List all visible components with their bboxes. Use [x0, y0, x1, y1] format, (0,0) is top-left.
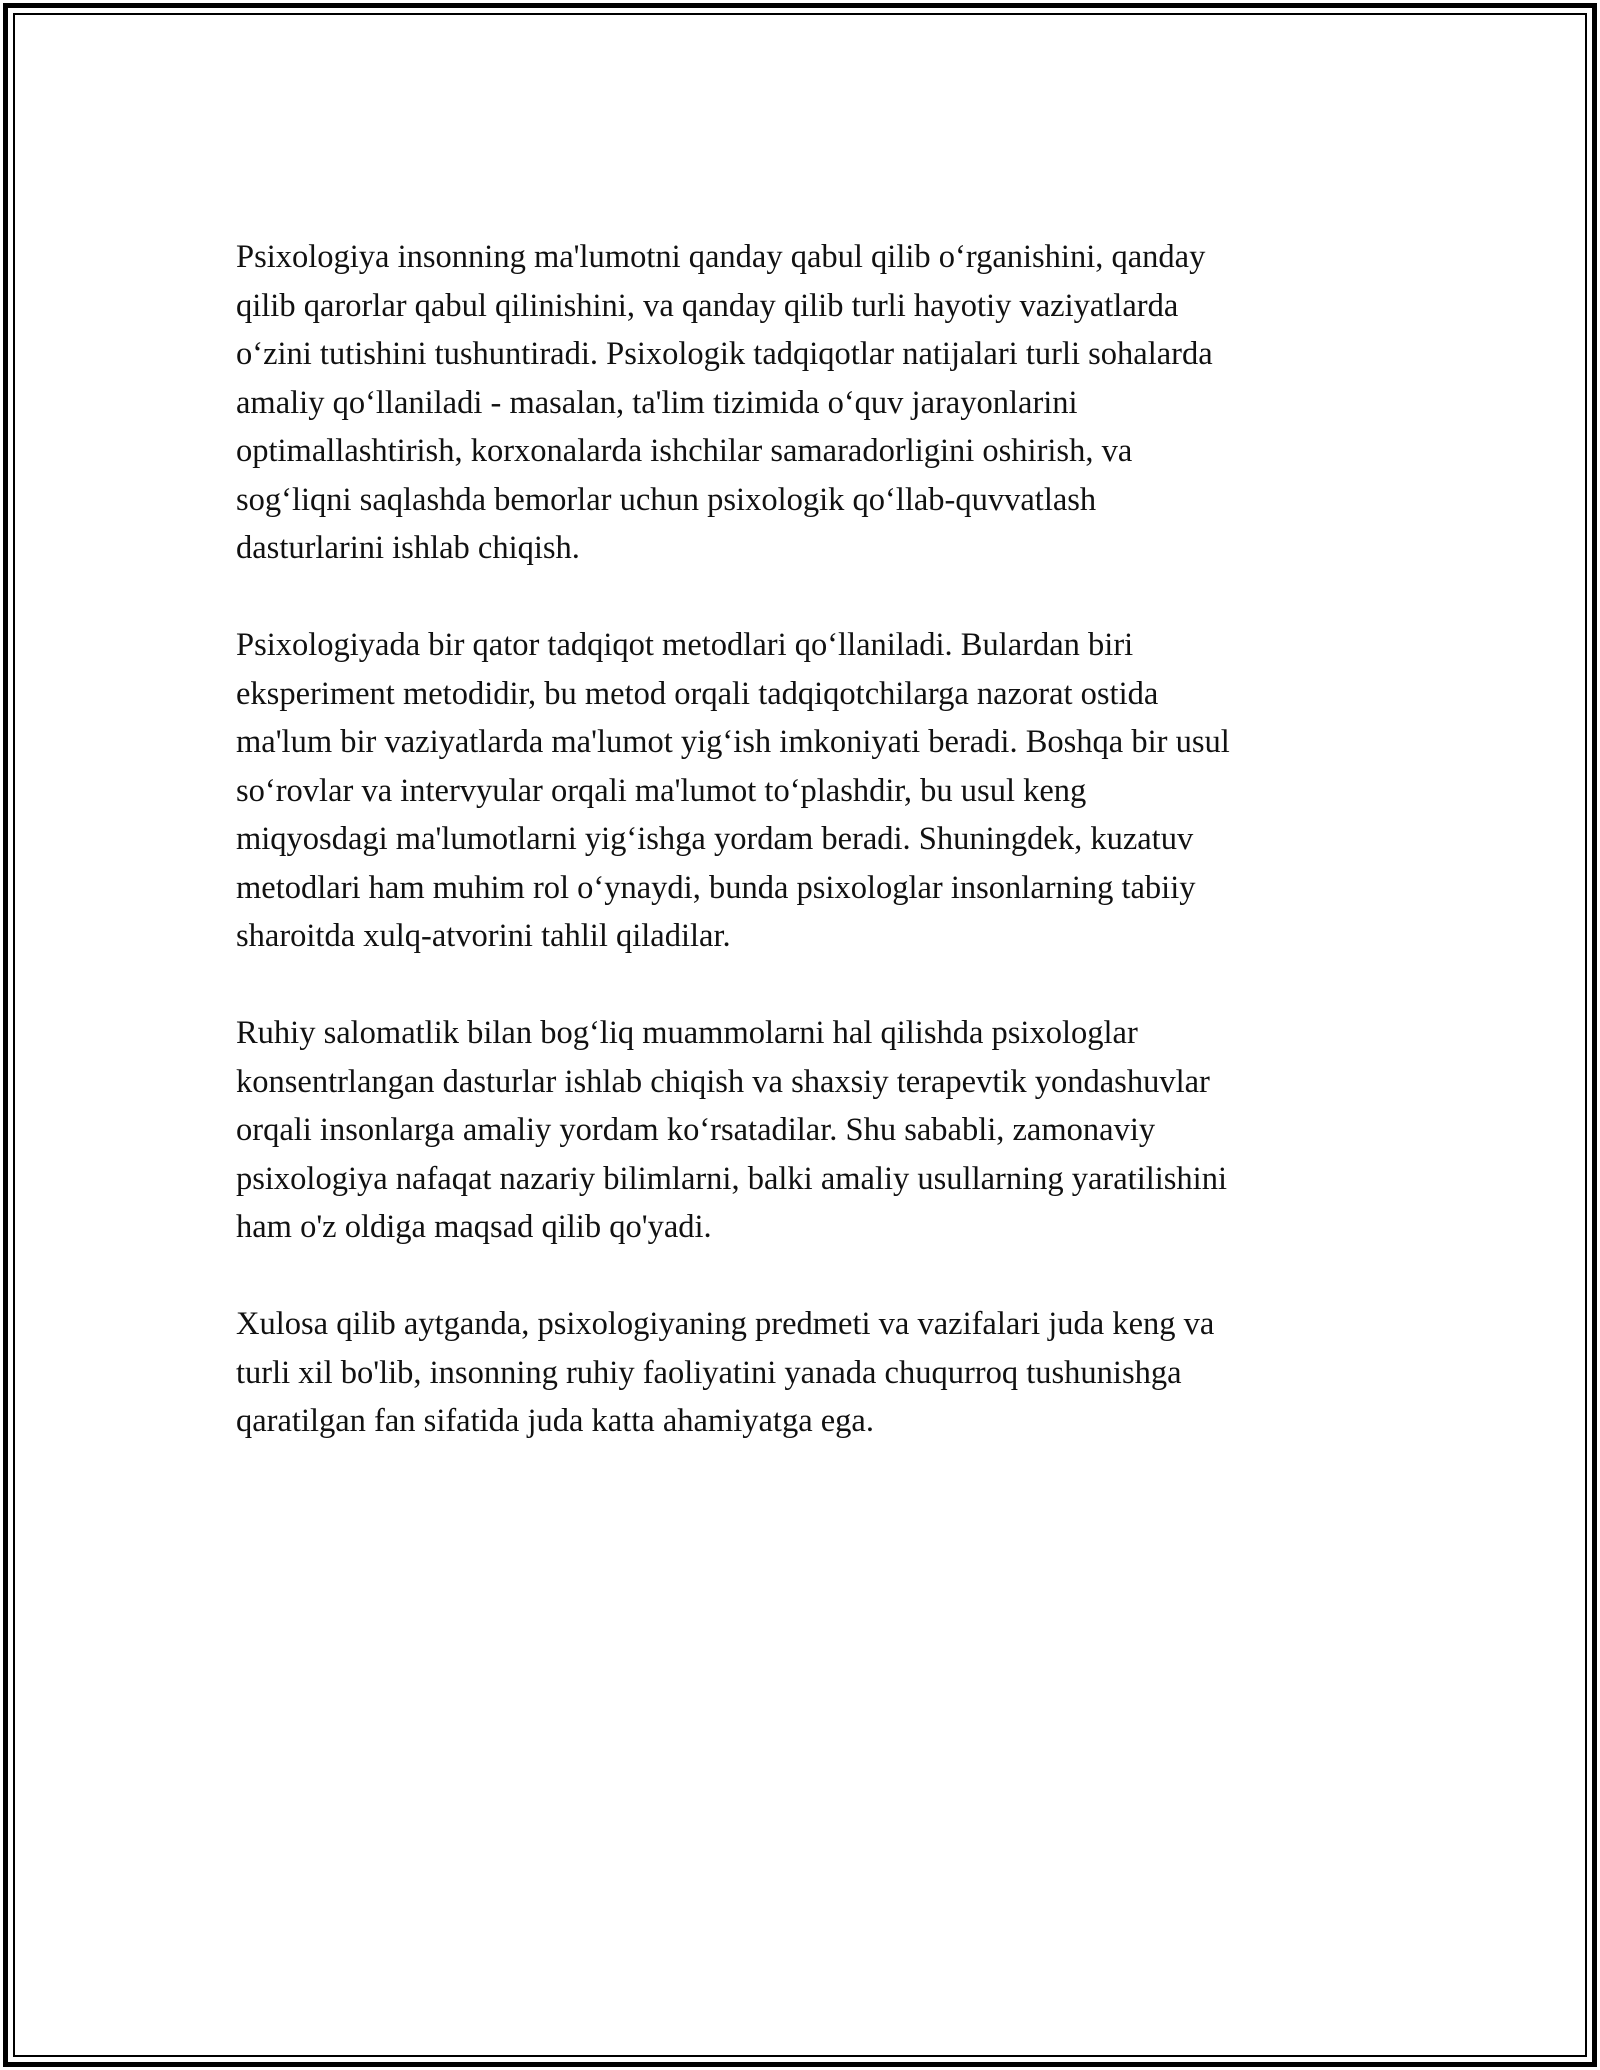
text-line: metodlari ham muhim rol o‘ynaydi, bunda psixologlar insonlarning tabiiy — [236, 869, 1196, 906]
text-line: ham o'z oldiga maqsad qilib qo'yadi. — [236, 1209, 712, 1245]
paragraph-1 — [236, 233, 1366, 573]
text-line: Ruhiy salomatlik bilan bog‘liq muammolarni hal qilishda psixologlar — [236, 1015, 1138, 1051]
text-line: dasturlarini ishlab chiqish. — [236, 530, 580, 566]
text-line: eksperiment metodidir, bu metod orqali tadqiqotchilarga nazorat ostida — [236, 675, 1159, 712]
text-line: Xulosa qilib aytganda, psixologiyaning predmeti va vazifalari juda keng va — [236, 1306, 1215, 1342]
document-body — [236, 233, 1366, 1446]
text-line: miqyosdagi ma'lumotlarni yig‘ishga yordam beradi. Shuningdek, kuzatuv — [236, 821, 1194, 857]
paragraph-4 — [236, 1300, 1366, 1446]
paragraph-2 — [236, 621, 1366, 961]
text-line: sharoitda xulq-atvorini tahlil qiladilar. — [236, 918, 731, 954]
text-line: qilib qarorlar qabul qilinishini, va qanday qilib turli hayotiy vaziyatlarda — [236, 287, 1179, 324]
text-line: ma'lum bir vaziyatlarda ma'lumot yig‘ish imkoniyati beradi. Boshqa bir usul — [236, 724, 1230, 760]
text-line: konsentrlangan dasturlar ishlab chiqish va shaxsiy terapevtik yondashuvlar — [236, 1063, 1210, 1100]
text-line: psixologiya nafaqat nazariy bilimlarni, balki amaliy usullarning yaratilishini — [236, 1160, 1227, 1197]
text-line: Psixologiya insonning ma'lumotni qanday qabul qilib o‘rganishini, qanday — [236, 239, 1206, 275]
text-line: amaliy qo‘llaniladi - masalan, ta'lim tizimida o‘quv jarayonlarini — [236, 384, 1078, 421]
text-line: qaratilgan fan sifatida juda katta ahamiyatga ega. — [236, 1403, 874, 1439]
text-line: Psixologiyada bir qator tadqiqot metodlari qo‘llaniladi. Bulardan biri — [236, 627, 1134, 663]
text-line: so‘rovlar va intervyular orqali ma'lumot to‘plashdir, bu usul keng — [236, 772, 1087, 809]
text-line: orqali insonlarga amaliy yordam ko‘rsatadilar. Shu sababli, zamonaviy — [236, 1112, 1156, 1148]
text-line: o‘zini tutishini tushuntiradi. Psixologik tadqiqotlar natijalari turli sohalarda — [236, 336, 1213, 372]
text-line: turli xil bo'lib, insonning ruhiy faoliyatini yanada chuqurroq tushunishga — [236, 1354, 1182, 1391]
text-line: optimallashtirish, korxonalarda ishchilar samaradorligini oshirish, va — [236, 433, 1133, 469]
text-line: sog‘liqni saqlashda bemorlar uchun psixologik qo‘llab-quvvatlash — [236, 481, 1097, 518]
paragraph-3 — [236, 1009, 1366, 1252]
